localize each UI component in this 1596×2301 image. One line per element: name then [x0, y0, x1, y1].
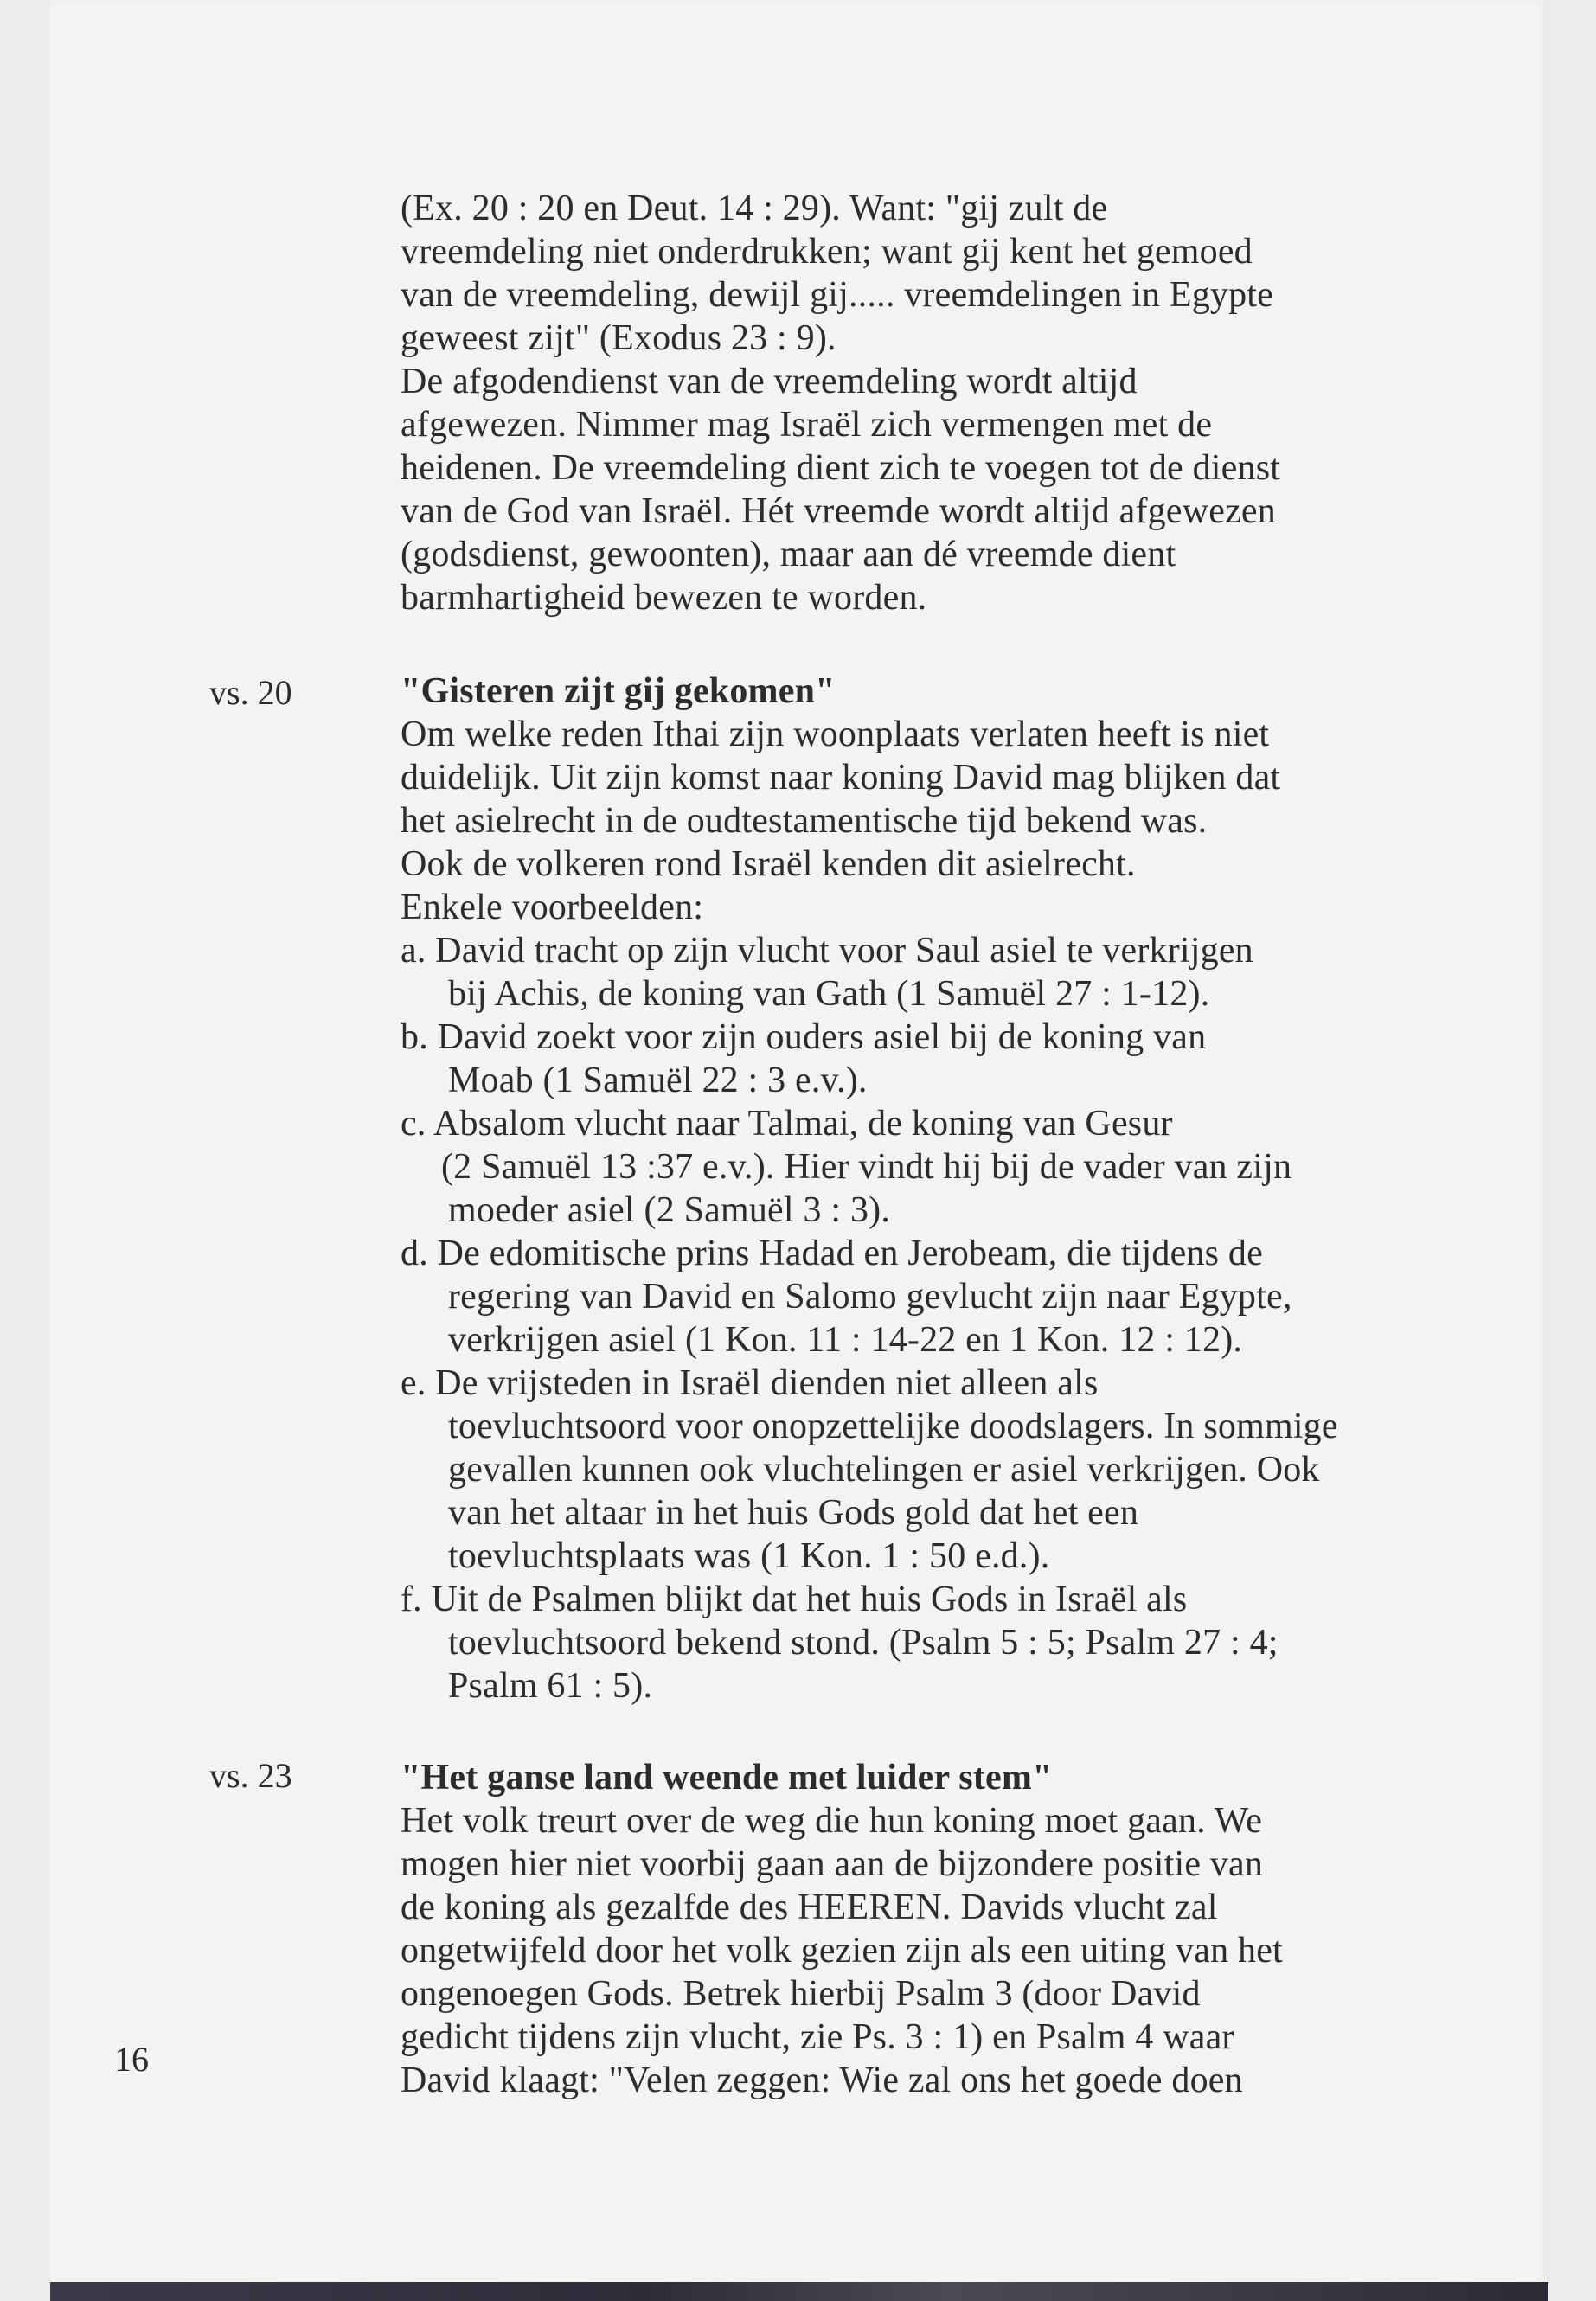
intro-line-7: heidenen. De vreemdeling dient zich te voegen tot de dienst [401, 448, 1281, 488]
list-item-a-cont: bij Achis, de koning van Gath (1 Samuël 27 : 1-12). [448, 974, 1210, 1014]
list-item-c: c. Absalom vlucht naar Talmai, de koning van Gesur [401, 1104, 1173, 1144]
verse-label-23: vs. 23 [209, 1756, 292, 1795]
list-item-b: b. David zoekt voor zijn ouders asiel bij de koning van [401, 1017, 1207, 1057]
list-item-d-cont-1: regering van David en Salomo gevlucht zijn naar Egypte, [448, 1277, 1292, 1317]
intro-line-1: (Ex. 20 : 20 en Deut. 14 : 29). Want: "gij zult de [401, 189, 1108, 228]
list-item-e-cont-3: van het altaar in het huis Gods gold dat het een [448, 1493, 1139, 1533]
list-item-e-cont-2: gevallen kunnen ook vluchtelingen er asiel verkrijgen. Ook [448, 1450, 1320, 1490]
section1-line-4: Ook de volkeren rond Israël kenden dit asielrecht. [401, 844, 1136, 884]
list-item-d-cont-2: verkrijgen asiel (1 Kon. 11 : 14-22 en 1 Kon. 12 : 12). [448, 1320, 1243, 1360]
intro-line-8: van de God van Israël. Hét vreemde wordt altijd afgewezen [401, 491, 1276, 531]
list-item-c-cont-2: moeder asiel (2 Samuël 3 : 3). [448, 1190, 891, 1230]
list-item-e: e. De vrijsteden in Israël dienden niet alleen als [401, 1363, 1099, 1403]
section2-line-7: David klaagt: "Velen zeggen: Wie zal ons het goede doen [401, 2061, 1243, 2100]
list-item-c-cont-1: (2 Samuël 13 :37 e.v.). Hier vindt hij bij de vader van zijn [441, 1147, 1292, 1187]
section-heading-vs20: "Gisteren zijt gij gekomen" [401, 671, 836, 711]
section2-line-4: ongetwijfeld door het volk gezien zijn als een uiting van het [401, 1931, 1283, 1971]
list-item-e-cont-1: toevluchtsoord voor onopzettelijke doodslagers. In sommige [448, 1407, 1338, 1446]
list-item-b-cont: Moab (1 Samuël 22 : 3 e.v.). [448, 1061, 868, 1100]
intro-line-10: barmhartigheid bewezen te worden. [401, 578, 927, 618]
section1-line-1: Om welke reden Ithai zijn woonplaats verlaten heeft is niet [401, 715, 1270, 754]
section2-line-3: de koning als gezalfde des HEEREN. Davids vlucht zal [401, 1888, 1218, 1927]
intro-line-2: vreemdeling niet onderdrukken; want gij kent het gemoed [401, 232, 1253, 272]
section1-line-5: Enkele voorbeelden: [401, 888, 704, 927]
list-item-a: a. David tracht op zijn vlucht voor Saul asiel te verkrijgen [401, 931, 1253, 971]
section2-line-1: Het volk treurt over de weg die hun koning moet gaan. We [401, 1801, 1263, 1841]
intro-line-3: van de vreemdeling, dewijl gij..... vreemdelingen in Egypte [401, 275, 1274, 315]
page-number: 16 [114, 2040, 149, 2079]
scan-edge-strip [50, 2282, 1548, 2301]
list-item-f-cont-2: Psalm 61 : 5). [448, 1666, 653, 1706]
verse-label-20: vs. 20 [209, 673, 292, 712]
intro-line-6: afgewezen. Nimmer mag Israël zich vermengen met de [401, 405, 1213, 445]
section2-line-5: ongenoegen Gods. Betrek hierbij Psalm 3 (door David [401, 1974, 1201, 2014]
section1-line-3: het asielrecht in de oudtestamentische tijd bekend was. [401, 801, 1208, 841]
list-item-f: f. Uit de Psalmen blijkt dat het huis Gods in Israël als [401, 1580, 1188, 1619]
list-item-e-cont-4: toevluchtsplaats was (1 Kon. 1 : 50 e.d.). [448, 1536, 1050, 1576]
intro-line-5: De afgodendienst van de vreemdeling wordt altijd [401, 362, 1138, 401]
section1-line-2: duidelijk. Uit zijn komst naar koning David mag blijken dat [401, 758, 1281, 798]
intro-line-9: (godsdienst, gewoonten), maar aan dé vreemde dient [401, 535, 1176, 574]
section2-line-2: mogen hier niet voorbij gaan aan de bijzondere positie van [401, 1844, 1264, 1884]
list-item-d: d. De edomitische prins Hadad en Jerobeam, die tijdens de [401, 1234, 1263, 1273]
section-heading-vs23: "Het ganse land weende met luider stem" [401, 1758, 1053, 1798]
list-item-f-cont-1: toevluchtsoord bekend stond. (Psalm 5 : 5; Psalm 27 : 4; [448, 1623, 1279, 1663]
section2-line-6: gedicht tijdens zijn vlucht, zie Ps. 3 : 1) en Psalm 4 waar [401, 2017, 1234, 2057]
intro-line-4: geweest zijt" (Exodus 23 : 9). [401, 318, 836, 358]
